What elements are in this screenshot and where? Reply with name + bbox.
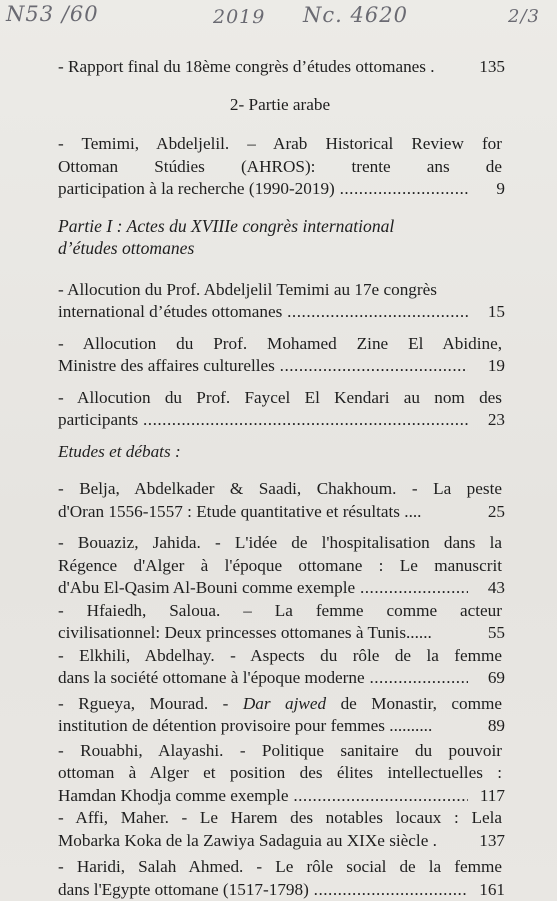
toc-entry [58, 532, 502, 600]
toc-entry [58, 133, 502, 201]
toc-entry [58, 856, 502, 901]
page-number: 9 [496, 178, 505, 201]
page-number: 55 [488, 622, 505, 645]
entry-line: - Hfaiedh, Saloua. – La femme comme acteur [58, 600, 502, 623]
entry-line: - Haridi, Salah Ahmed. - Le rôle social de la femme [58, 856, 502, 879]
page-number: 137 [479, 830, 505, 853]
table-of-contents [58, 50, 502, 901]
entry-line: d'Abu El-Qasim Al-Bouni comme exemple [58, 578, 355, 597]
page-number: 15 [488, 301, 505, 324]
page-number: 117 [480, 785, 505, 808]
entry-line: - Allocution du Prof. Mohamed Zine El Abidine, [58, 333, 502, 356]
page-number: 25 [488, 501, 505, 524]
page-number: 23 [488, 409, 505, 432]
part-heading-line: Partie I : Actes du XVIIIe congrès international [58, 215, 502, 238]
entry-title: de Monastir, comme [326, 694, 502, 713]
toc-entry [58, 387, 502, 432]
entry-line: - Rouabhi, Alayashi. - Politique sanitaire du pouvoir [58, 740, 502, 763]
entry-line: - Bouaziz, Jahida. - L'idée de l'hospitalisation dans la [58, 532, 502, 555]
entry-line: d'Oran 1556-1557 : Etude quantitative et résultats .... [58, 502, 421, 521]
entry-line: Hamdan Khodja comme exemple [58, 786, 289, 805]
entry-line: Mobarka Koka de la Zawiya Sadaguia au XIXe siècle . [58, 831, 437, 850]
page-number: 43 [488, 577, 505, 600]
entry-line: - Belja, Abdelkader & Saadi, Chakhoum. - La peste [58, 478, 502, 501]
entry-line: - Allocution du Prof. Faycel El Kendari au nom des [58, 387, 502, 410]
toc-entry [58, 693, 502, 738]
toc-entry [58, 645, 502, 690]
handwritten-year: 2019 [213, 6, 265, 28]
entry-title-italic: Dar ajwed [243, 694, 326, 713]
entry-line: Régence d'Alger à l'époque ottomane : Le manuscrit [58, 555, 502, 578]
entry-line: Ministre des affaires culturelles [58, 356, 275, 375]
handwritten-page-fraction: 2/3 [508, 6, 540, 27]
entry-line: international d’études ottomanes [58, 302, 282, 321]
page-number: 69 [488, 667, 505, 690]
section-heading: 2- Partie arabe [58, 94, 502, 117]
page-number: 19 [488, 355, 505, 378]
entry-line: ottoman à Alger et position des élites intellectuelles : [58, 762, 502, 785]
subsection-heading: Etudes et débats : [58, 441, 502, 464]
entry-line [58, 693, 502, 716]
entry-line: - Allocution du Prof. Abdeljelil Temimi au 17e congrès [58, 279, 502, 302]
handwritten-code: Nc. 4620 [303, 3, 408, 27]
entry-line: institution de détention provisoire pour femmes .......... [58, 716, 432, 735]
toc-entry [58, 333, 502, 378]
entry-author: - Rgueya, Mourad. - [58, 694, 243, 713]
toc-entry [58, 478, 502, 523]
page-number: 89 [488, 715, 505, 738]
entry-line: - Temimi, Abdeljelil. – Arab Historical Review for [58, 133, 502, 156]
entry-line: - Elkhili, Abdelhay. - Aspects du rôle de la femme [58, 645, 502, 668]
handwritten-reference: N53 /60 [6, 2, 99, 26]
toc-entry [58, 279, 502, 324]
toc-entry [58, 740, 502, 808]
page-number: 161 [479, 879, 505, 901]
entry-line: dans la société ottomane à l'époque moderne [58, 668, 365, 687]
page-number: 135 [479, 56, 505, 79]
part-heading-line: d’études ottomanes [58, 237, 502, 260]
entry-text: - Rapport final du 18ème congrès d’études ottomanes . [58, 56, 502, 79]
entry-line: dans l'Egypte ottomane (1517-1798) [58, 880, 309, 899]
entry-line: participation à la recherche (1990-2019) [58, 179, 335, 198]
entry-line: - Affi, Maher. - Le Harem des notables locaux : Lela [58, 807, 502, 830]
entry-line: participants [58, 410, 138, 429]
toc-entry [58, 600, 502, 645]
part-heading [58, 215, 502, 260]
entry-line: civilisationnel: Deux princesses ottomanes à Tunis...... [58, 623, 432, 642]
entry-line: Ottoman Stúdies (AHROS): trente ans de [58, 156, 502, 179]
toc-entry [58, 56, 502, 79]
toc-entry [58, 807, 502, 852]
